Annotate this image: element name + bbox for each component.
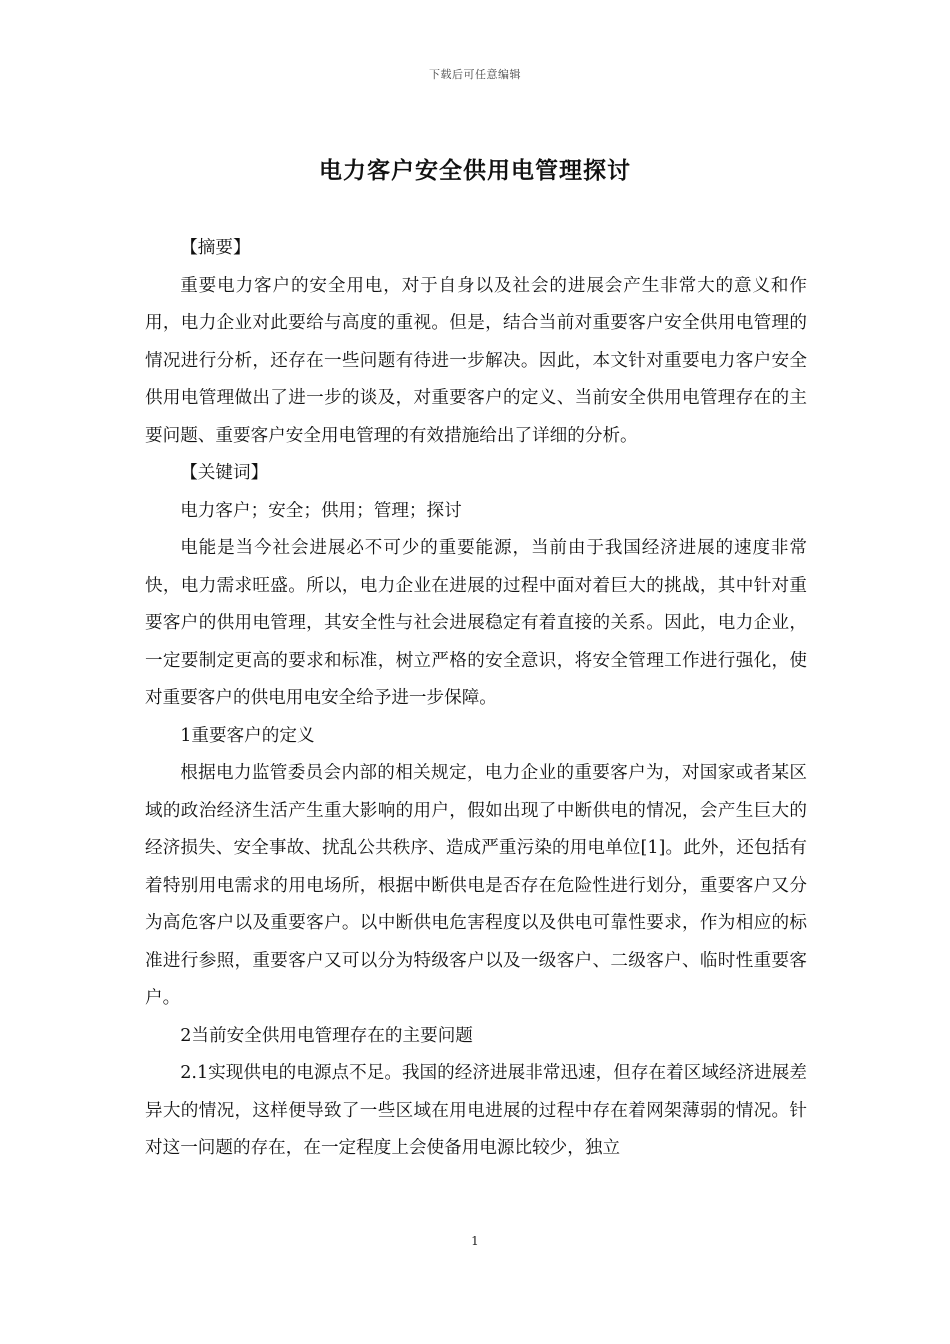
document-title: 电力客户安全供用电管理探讨 bbox=[319, 157, 631, 184]
header-note: 下载后可任意编辑 bbox=[429, 68, 521, 81]
section-2-heading: 2当前安全供用电管理存在的主要问题 bbox=[180, 1025, 473, 1046]
document-body bbox=[145, 230, 807, 1168]
section-1-heading: 1重要客户的定义 bbox=[180, 725, 315, 746]
keywords-paragraph: 电力客户；安全；供用；管理；探讨 bbox=[180, 500, 462, 521]
abstract-paragraph: 重要电力客户的安全用电，对于自身以及社会的进展会产生非常大的意义和作用，电力企业对此要给与高度的重视。但是，结合当前对重要客户安全供用电管理的情况进行分析，还存在一些问题有待进一步解决。因此，本文针对重要电力客户安全供用电管理做出了进一步的谈及，对重要客户的定义、当前安全供用电管理存在的主要问题、重要客户安全用电管理的有效措施给出了详细的分析。 bbox=[145, 275, 807, 446]
section-2-1-paragraph: 2.1实现供电的电源点不足。我国的经济进展非常迅速，但存在着区域经济进展差异大的情况，这样便导致了一些区域在用电进展的过程中存在着网架薄弱的情况。针对这一问题的存在，在一定程度上会使备用电源比较少，独立 bbox=[145, 1063, 807, 1158]
keywords-heading: 【关键词】 bbox=[180, 463, 269, 483]
page-number: 1 bbox=[471, 1234, 479, 1248]
section-1-paragraph: 根据电力监管委员会内部的相关规定，电力企业的重要客户为，对国家或者某区域的政治经济生活产生重大影响的用户，假如出现了中断供电的情况，会产生巨大的经济损失、安全事故、扰乱公共秩序、造成严重污染的用电单位[1]。此外，还包括有着特别用电需求的用电场所，根据中断供电是否存在危险性进行划分，重要客户又分为高危客户以及重要客户。以中断供电危害程度以及供电可靠性要求，作为相应的标准进行参照，重要客户又可以分为特级客户以及一级客户、二级客户、临时性重要客户。 bbox=[145, 763, 807, 1008]
abstract-heading: 【摘要】 bbox=[180, 238, 251, 258]
intro-paragraph: 电能是当今社会进展必不可少的重要能源，当前由于我国经济进展的速度非常快，电力需求旺盛。所以，电力企业在进展的过程中面对着巨大的挑战，其中针对重要客户的供用电管理，其安全性与社会进展稳定有着直接的关系。因此，电力企业，一定要制定更高的要求和标准，树立严格的安全意识，将安全管理工作进行强化，使对重要客户的供电用电安全给予进一步保障。 bbox=[145, 538, 807, 708]
